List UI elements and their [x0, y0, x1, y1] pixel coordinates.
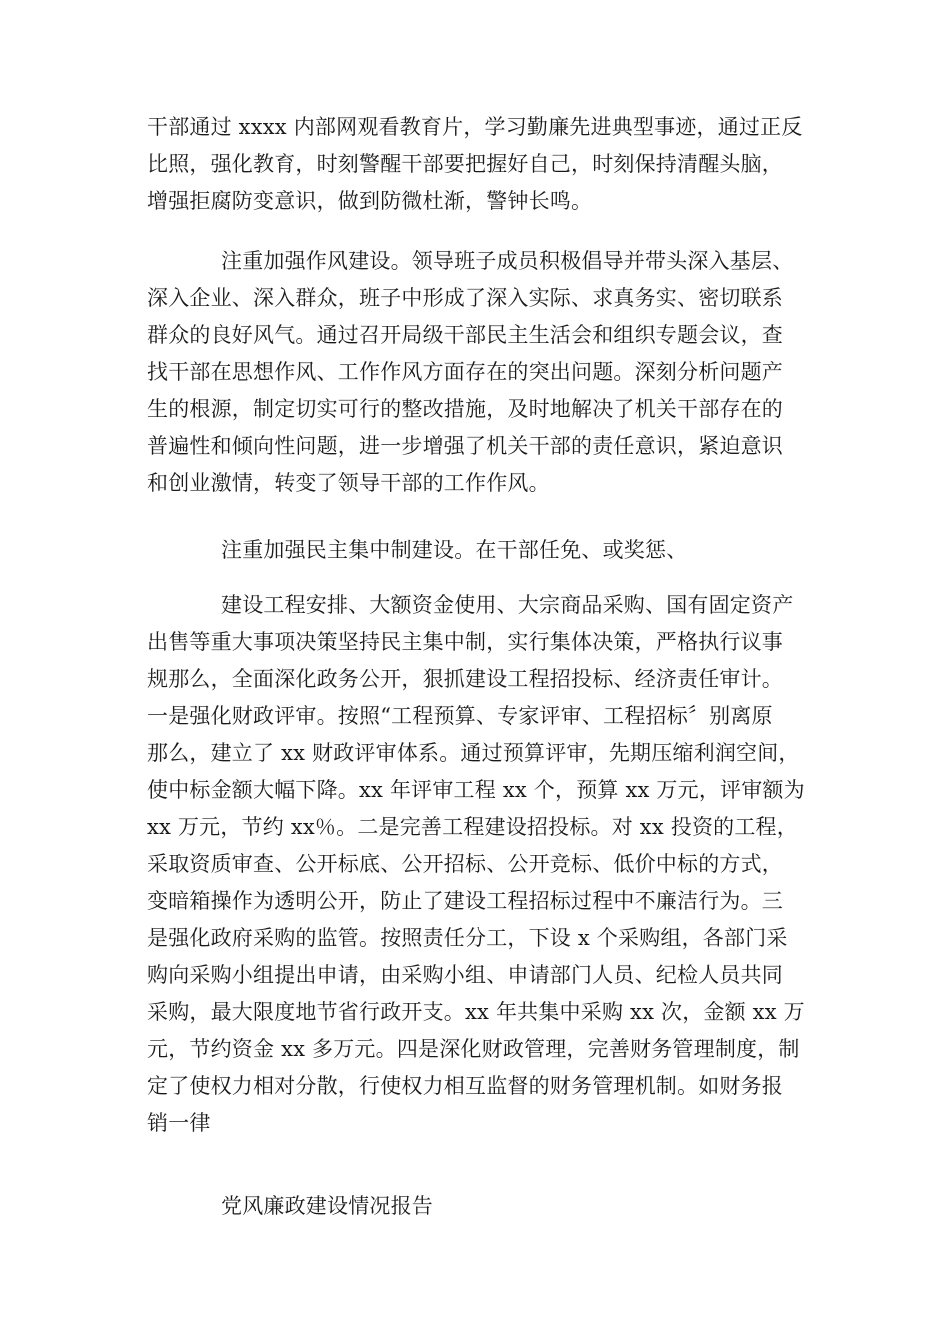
text-line: 销一律: [147, 1111, 211, 1135]
text-line: 采购，最大限度地节省行政开支。xx 年共集中采购 xx 次，金额 xx 万: [147, 1000, 805, 1024]
text-line: 一是强化财政评审。按照“工程预算、专家评审、工程招标〞别离原: [147, 704, 773, 728]
text-line: 普遍性和倾向性问题，进一步增强了机关干部的责任意识，紧迫意识: [147, 434, 783, 458]
text-line: 党风廉政建设情况报告: [221, 1194, 433, 1218]
text-line: 采取资质审查、公开标底、公开招标、公开竞标、低价中标的方式，: [147, 852, 783, 876]
paragraph-4: [147, 587, 807, 1142]
text-line: 群众的良好风气。通过召开局级干部民主生活会和组织专题会议，查: [147, 323, 783, 347]
text-line: 建设工程安排、大额资金使用、大宗商品采购、国有固定资产: [221, 593, 794, 617]
paragraph-3: [147, 532, 807, 569]
text-line: 深入企业、深入群众，班子中形成了深入实际、求真务实、密切联系: [147, 286, 783, 310]
text-line: 生的根源，制定切实可行的整改措施，及时地解决了机关干部存在的: [147, 397, 783, 421]
text-line: 变暗箱操作为透明公开，防止了建设工程招标过程中不廉洁行为。三: [147, 889, 783, 913]
text-line: 定了使权力相对分散，行使权力相互监督的财务管理机制。如财务报: [147, 1074, 783, 1098]
text-line: 干部通过 xxxx 内部网观看教育片，学习勤廉先进典型事迹，通过正反: [147, 115, 803, 139]
text-line: 使中标金额大幅下降。xx 年评审工程 xx 个，预算 xx 万元，评审额为: [147, 778, 805, 802]
text-line: 购向采购小组提出申请，由采购小组、申请部门人员、纪检人员共同: [147, 963, 783, 987]
paragraph-5: [147, 1188, 807, 1225]
text-line: 注重加强作风建设。领导班子成员积极倡导并带头深入基层、: [221, 249, 794, 273]
paragraph-1: [147, 109, 807, 220]
text-line: 找干部在思想作风、工作作风方面存在的突出问题。深刻分析问题产: [147, 360, 783, 384]
text-line: 规那么，全面深化政务公开，狠抓建设工程招投标、经济责任审计。: [147, 667, 783, 691]
text-line: 比照，强化教育，时刻警醒干部要把握好自己，时刻保持清醒头脑，: [147, 152, 783, 176]
paragraph-2: [147, 243, 807, 502]
text-line: 那么，建立了 xx 财政评审体系。通过预算评审，先期压缩利润空间，: [147, 741, 800, 765]
text-line: xx 万元，节约 xx％。二是完善工程建设招投标。对 xx 投资的工程，: [147, 815, 798, 839]
text-line: 注重加强民主集中制建设。在干部任免、或奖惩、: [221, 538, 688, 562]
text-line: 增强拒腐防变意识，做到防微杜渐，警钟长鸣。: [147, 189, 593, 213]
text-line: 出售等重大事项决策坚持民主集中制，实行集体决策，严格执行议事: [147, 630, 783, 654]
text-line: 元，节约资金 xx 多万元。四是深化财政管理，完善财务管理制度，制: [147, 1037, 800, 1061]
text-line: 和创业激情，转变了领导干部的工作作风。: [147, 471, 550, 495]
text-line: 是强化政府采购的监管。按照责任分工，下设 x 个采购组，各部门采: [147, 926, 788, 950]
